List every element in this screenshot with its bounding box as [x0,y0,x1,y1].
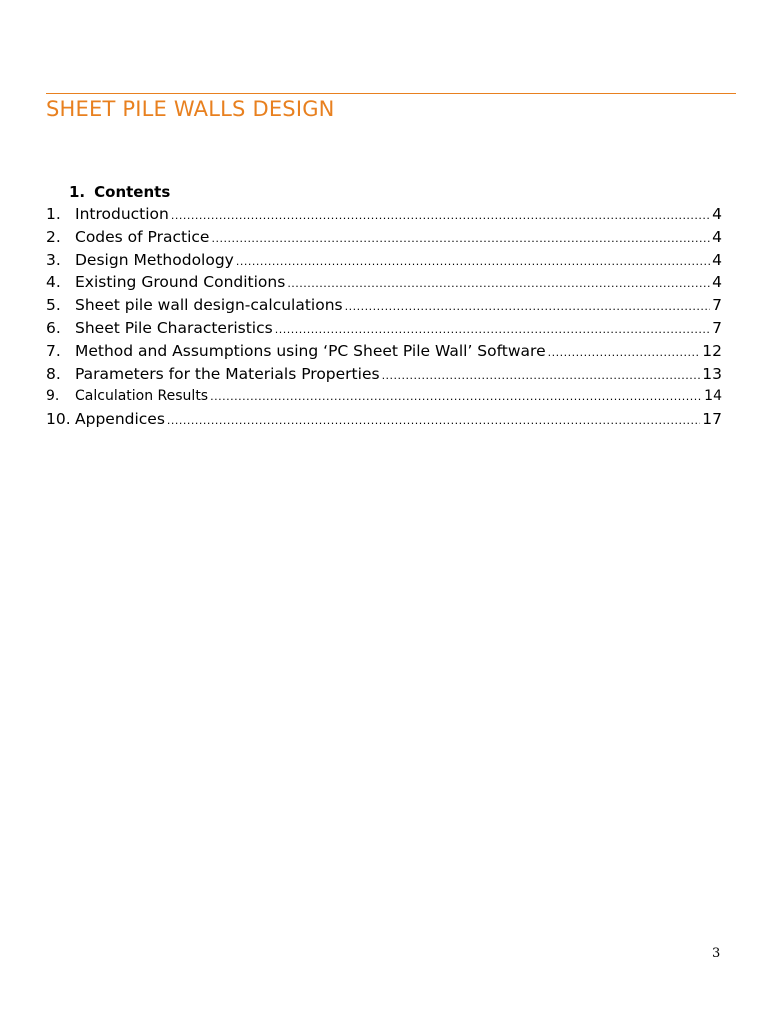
toc-entry-title: Sheet Pile Characteristics [75,318,273,337]
toc-entry-title: Method and Assumptions using ‘PC Sheet Pile Wall’ Software [75,341,546,360]
toc-entry-calculation-results[interactable] [46,385,722,408]
table-of-contents [46,203,722,431]
toc-entry-page: 14 [704,388,722,405]
header-rule [46,93,736,94]
toc-leader-dots [167,410,700,433]
toc-heading-label: Contents [94,183,171,201]
toc-entry-page: 17 [702,410,722,429]
page-number: 3 [712,946,721,961]
toc-leader-dots [236,251,710,274]
toc-entry-page: 4 [712,250,722,269]
toc-entry-title: Sheet pile wall design-calculations [75,296,343,315]
toc-leader-dots [287,273,710,296]
toc-entry-title: Codes of Practice [75,227,210,246]
toc-entry-title: Calculation Results [75,388,209,405]
toc-entry-number: 3. [46,250,61,269]
toc-entry-number: 7. [46,341,61,360]
toc-leader-dots [210,386,702,409]
toc-entry-page: 12 [702,341,722,360]
toc-entry-page: 7 [712,318,722,337]
toc-leader-dots [275,319,710,342]
toc-entry-design-calculations[interactable] [46,294,722,317]
toc-entry-title: Introduction [75,205,169,223]
toc-entry-number: 9. [46,388,60,405]
toc-entry-page: 4 [712,205,722,223]
page-title: SHEET PILE WALLS DESIGN [46,97,335,121]
toc-entry-material-parameters[interactable] [46,363,722,386]
toc-entry-page: 7 [712,296,722,315]
toc-entry-existing-ground-conditions[interactable] [46,271,722,294]
toc-entry-appendices[interactable] [46,408,722,431]
toc-entry-page: 13 [702,364,722,383]
toc-entry-codes-of-practice[interactable] [46,226,722,249]
toc-entry-number: 4. [46,273,61,292]
toc-heading-number: 1. [69,183,86,201]
toc-entry-number: 10. [46,410,71,429]
toc-leader-dots [382,365,701,388]
toc-entry-introduction[interactable] [46,203,722,226]
toc-entry-page: 4 [712,273,722,292]
toc-entry-number: 6. [46,318,61,337]
toc-entry-page: 4 [712,227,722,246]
toc-heading [69,183,170,201]
toc-entry-title: Existing Ground Conditions [75,273,286,292]
toc-entry-number: 5. [46,296,61,315]
toc-entry-number: 8. [46,364,61,383]
toc-leader-dots [211,228,710,251]
toc-leader-dots [171,205,710,228]
toc-entry-title: Appendices [75,410,165,429]
toc-entry-number: 2. [46,227,61,246]
toc-leader-dots [345,296,711,319]
toc-entry-number: 1. [46,205,61,223]
toc-entry-title: Parameters for the Materials Properties [75,364,380,383]
toc-entry-method-and-assumptions[interactable] [46,340,722,363]
toc-entry-design-methodology[interactable] [46,249,722,272]
toc-leader-dots [548,342,701,365]
toc-entry-sheet-pile-characteristics[interactable] [46,317,722,340]
toc-entry-title: Design Methodology [75,250,234,269]
